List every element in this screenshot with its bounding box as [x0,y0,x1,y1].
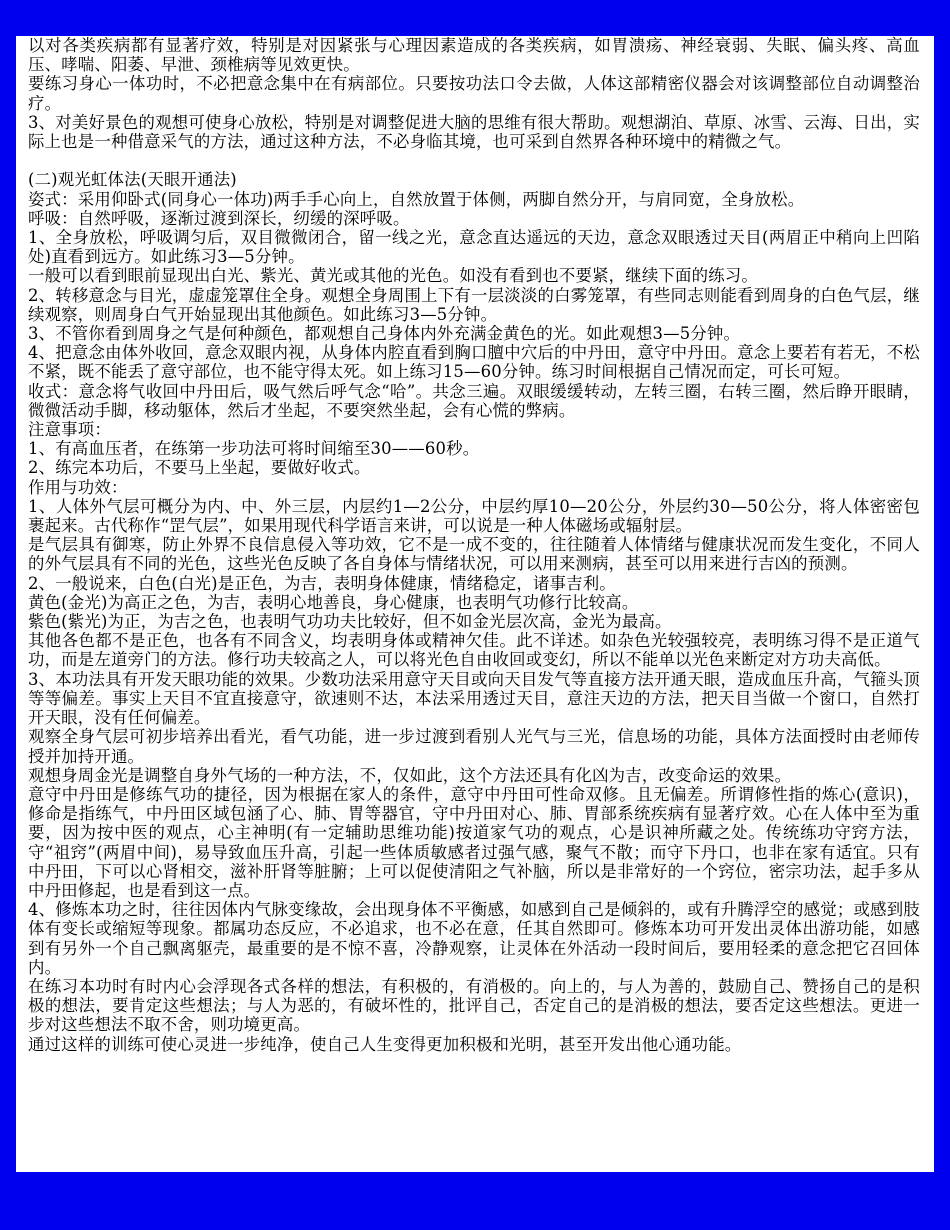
paragraph: 2、练完本功后，不要马上坐起，要做好收式。 [28,458,371,478]
paragraph: 收式：意念将气收回中丹田后，吸气然后呼气念“哈”。共念三遍。双眼缓缓转动，左转三圈，右转三圈，然后睁开眼睛，微微活动手脚，移动躯体，然后才坐起，不要突然坐起，会有心慌的弊病。 [28,381,920,420]
paragraph: 1、全身放松，呼吸调匀后，双目微微闭合，留一线之光，意念直达遥远的天边，意念双眼透过天目(两眉正中稍向上凹陷处)直看到远方。如此练习3—5分钟。 [28,228,920,267]
document-page [16,36,934,1172]
paragraph: 1、人体外气层可概分为内、中、外三层，内层约1—2公分，中层约厚10—20公分，外层约30—50公分，将人体密密包裹起来。古代称作“罡气层”，如果用现代科学语言来讲，可以说是一种人体磁场或辐射层。 [28,496,920,536]
paragraph: 2、一般说来，白色(白光)是正色，为吉，表明身体健康，情绪稳定，诸事吉利。 [28,573,616,593]
paragraph: 姿式：采用仰卧式(同身心一体功)两手手心向上，自然放置于体侧，两脚自然分开，与肩同宽，全身放松。 [28,189,805,209]
paragraph: 注意事项： [28,420,111,440]
paragraph: 3、本功法具有开发天眼功能的效果。少数功法采用意守天目或向天目发气等直接方法开通天眼，造成血压升高，气箍头顶等等偏差。事实上天目不宜直接意守，欲速则不达，本法采用透过天目，意注天边的方法，把天目当做一个窗口，自然打开天眼，没有任何偏差。 [28,669,920,728]
blank-line [28,151,920,170]
paragraph: 是气层具有御寒，防止外界不良信息侵入等功效，它不是一成不变的，往往随着人体情绪与健康状况而发生变化，不同人的外气层具有不同的光色，这些光色反映了各自身体与情绪状况，可以用来测病，甚至可以用来进行吉凶的预测。 [28,535,920,574]
paragraph: 意守中丹田是修练气功的捷径，因为根据在家人的条件，意守中丹田可性命双修。且无偏差。所谓修性指的炼心(意识)，修命是指练气，中丹田区域包涵了心、肺、胃等器官，守中丹田对心、肺、胃部系统疾病有显著疗效。心在人体中至为重要，因为按中医的观点，心主神明(有一定辅助思维功能)按道家气功的观点，心是识神所藏之处。传统练功守窍方法，守“祖窍”(两眉中间)，易导致血压升高，引起一些体质敏感者过强气感，聚气不散；而守下丹口，也非在家有适宜。只有中丹田，下可以心肾相交，滋补肝肾等脏腑；上可以促使清阳之气补脑，所以是非常好的一个窍位，密宗功法，起手多从中丹田修起，也是看到这一点。 [28,784,920,900]
paragraph: 呼吸：自然呼吸，逐渐过渡到深长，纫缓的深呼吸。 [28,208,410,228]
paragraph: 其他各色都不是正色，也各有不同含义，均表明身体或精神欠佳。此不详述。如杂色光较强较亮，表明练习得不是正道气功，而是左道旁门的方法。修行功夫较高之人，可以将光色自由收回或变幻，所以不能单以光色来断定对方功夫高低。 [28,631,920,670]
paragraph: 黄色(金光)为高正之色，为吉，表明心地善良，身心健康，也表明气功修行比较高。 [28,592,639,612]
paragraph: 一般可以看到眼前显现出白光、紫光、黄光或其他的光色。如没有看到也不要紧，继续下面的练习。 [28,266,758,286]
paragraph: 4、把意念由体外收回，意念双眼内视，从身体内腔直看到胸口膻中穴后的中丹田，意守中丹田。意念上要若有若无，不松不紧，既不能丢了意守部位，也不能守得太死。如上练习15—60分钟。练习时间根据自己情况而定，可长可短。 [28,343,920,382]
paragraph: 通过这样的训练可使心灵进一步纯净，使自己人生变得更加积极和光明，甚至开发出他心通功能。 [28,1034,742,1054]
paragraph: 要练习身心一体功时，不必把意念集中在有病部位。只要按功法口令去做，人体这部精密仪器会对该调整部位自动调整治疗。 [28,74,920,113]
paragraph: 4、修炼本功之时，往往因体内气脉变缘故，会出现身体不平衡感，如感到自己是倾斜的，或有升腾浮空的感觉；或感到肢体有变长或缩短等现象。都属功态反应，不必追求，也不必在意，任其自然即可。修炼本功可开发出灵体出游功能，如感到有另外一个自己飘离躯壳，最重要的是不惊不喜，冷静观察，让灵体在外活动一段时间后，要用轻柔的意念把它召回体内。 [28,900,920,977]
paragraph: 观察全身气层可初步培养出看光，看气功能，进一步过渡到看别人光气与三光，信息场的功能，具体方法面授时由老师传授并加持开通。 [28,727,920,766]
paragraph: 在练习本功时有时内心会浮现各式各样的想法，有积极的，有消极的。向上的，与人为善的，鼓励自己、赞扬自己的是积极的想法，要肯定这些想法；与人为恶的，有破坏性的，批评自己，否定自己的是消极的想法，要否定这些想法。更进一步对这些想法不取不舍，则功境更高。 [28,976,920,1035]
paragraph: 以对各类疾病都有显著疗效，特别是对因紧张与心理因素造成的各类疾病，如胃溃疡、神经衰弱、失眠、偏头疼、高血压、哮喘、阳萎、早泄、颈椎病等见效更快。 [28,36,920,75]
paragraph: 紫色(紫光)为正，为吉之色，也表明气功功夫比较好，但不如金光层次高，金光为最高。 [28,612,672,632]
paragraph: 3、对美好景色的观想可使身心放松，特别是对调整促进大脑的思维有很大帮助。观想湖泊、草原、冰雪、云海、日出，实际上也是一种借意采气的方法，通过这种方法，不必身临其境，也可采到自然界各种环境中的精微之气。 [28,112,920,152]
paragraph: 作用与功效： [28,477,128,497]
section-heading: (二)观光虹体法(天眼开通法) [28,170,237,190]
paragraph: 3、不管你看到周身之气是何种颜色，都观想自己身体内外充满金黄色的光。如此观想3—5分钟。 [28,324,741,344]
paragraph: 观想身周金光是调整自身外气场的一种方法，不，仅如此，这个方法还具有化凶为吉，改变命运的效果。 [28,765,792,785]
paragraph: 1、有高血压者，在练第一步功法可将时间缩至30——60秒。 [28,439,480,459]
paragraph: 2、转移意念与目光，虚虚笼罩住全身。观想全身周围上下有一层淡淡的白雾笼罩，有些同志则能看到周身的白色气层，继续观察，则周身白气开始显现出其他颜色。如此练习3—5分钟。 [28,285,920,324]
